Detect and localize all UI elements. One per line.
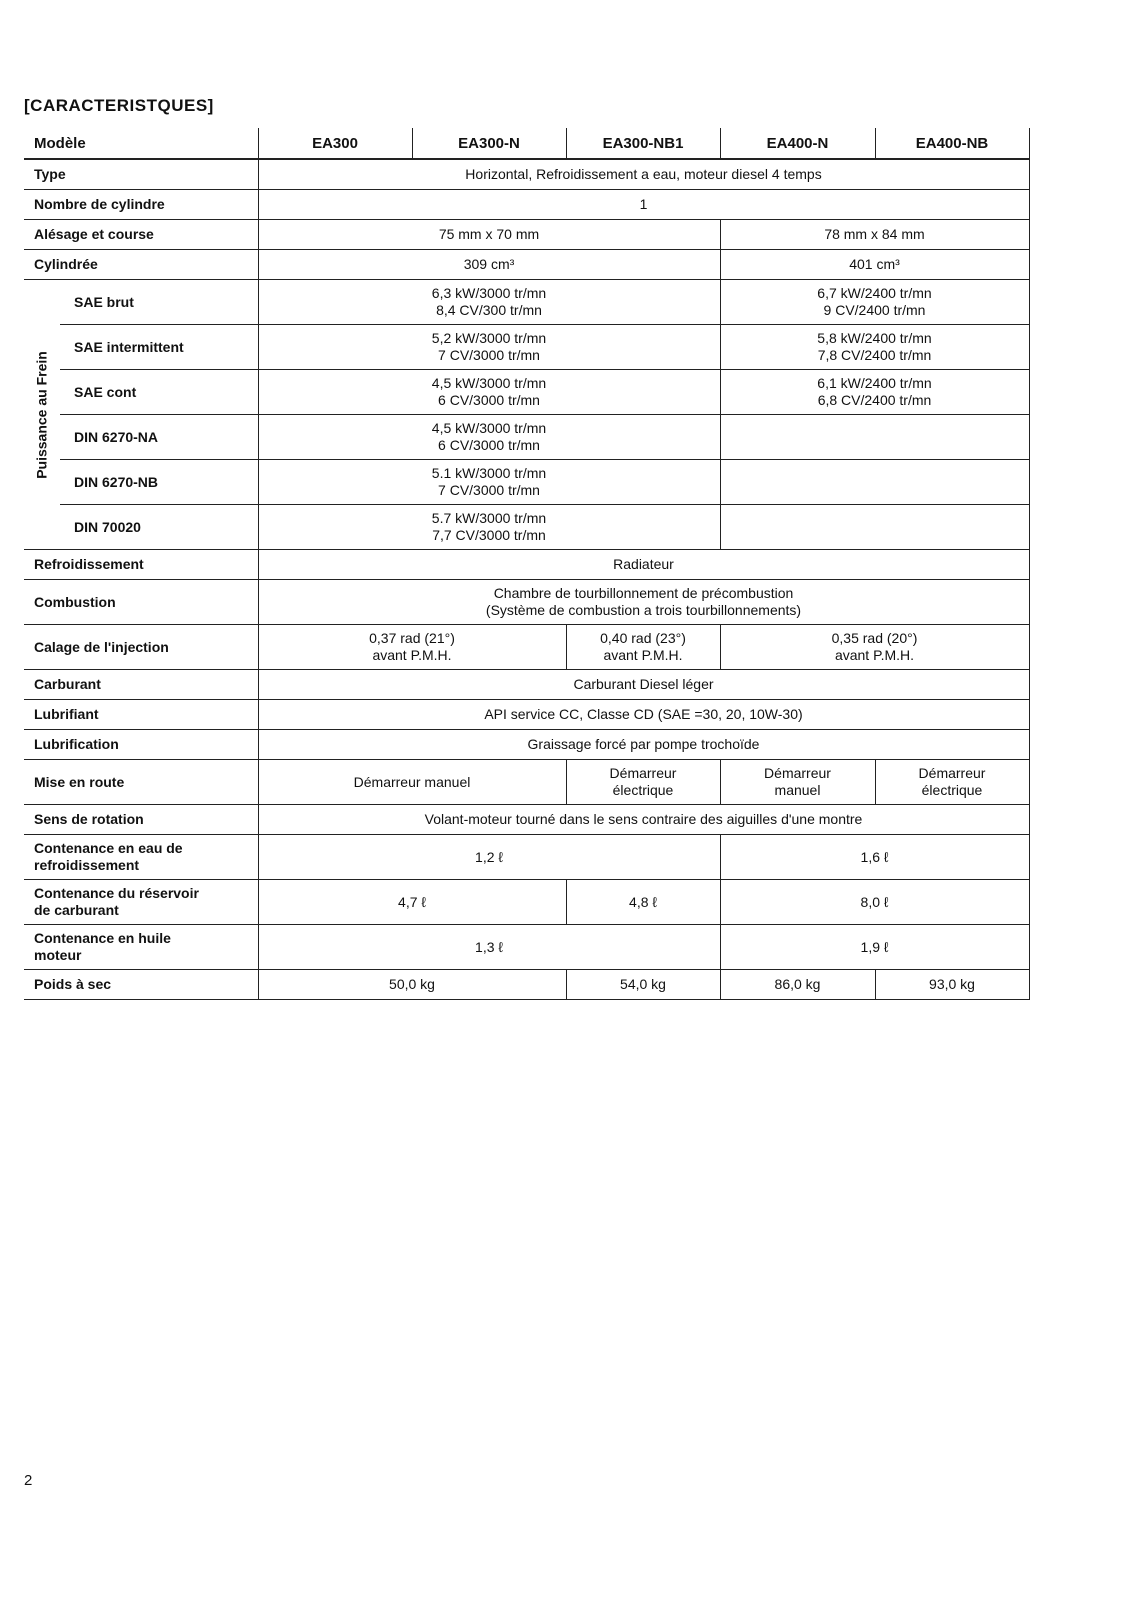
- din-70020-ea300-kw: 5.7 kW/3000 tr/mn: [431, 510, 547, 526]
- fuel-label: Carburant: [24, 670, 258, 700]
- model-ea300-n: EA300-N: [412, 128, 566, 159]
- tank-label-l2: de carburant: [34, 902, 119, 918]
- row-type: [24, 159, 1029, 190]
- timing-ea300-pmh: avant P.M.H.: [372, 647, 452, 663]
- sae-cont-ea300: [258, 370, 720, 415]
- tank-label: [24, 880, 258, 925]
- lubricant-value: API service CC, Classe CD (SAE =30, 20, 10W-30): [258, 700, 1029, 730]
- start-label: Mise en route: [24, 760, 258, 805]
- header-row: [24, 128, 1029, 159]
- coolant-label-l1: Contenance en eau de: [34, 840, 183, 856]
- cylinders-label: Nombre de cylindre: [24, 190, 258, 220]
- sae-cont-ea400-cv: 6,8 CV/2400 tr/mn: [817, 392, 932, 408]
- tank-label-l1: Contenance du réservoir: [34, 885, 199, 901]
- row-start: [24, 760, 1029, 805]
- bore-ea400: 78 mm x 84 mm: [720, 220, 1029, 250]
- coolant-ea300: 1,2 ℓ: [258, 835, 720, 880]
- sae-cont-label: SAE cont: [60, 370, 258, 415]
- row-din-nb: [24, 460, 1029, 505]
- bore-ea300: 75 mm x 70 mm: [258, 220, 720, 250]
- din-na-ea300-kw: 4,5 kW/3000 tr/mn: [431, 420, 547, 436]
- sae-brut-ea300: [258, 280, 720, 325]
- din-na-ea300-cv: 6 CV/3000 tr/mn: [438, 437, 540, 453]
- model-label: Modèle: [24, 128, 258, 159]
- row-combustion: [24, 580, 1029, 625]
- fuel-value: Carburant Diesel léger: [258, 670, 1029, 700]
- sae-brut-label: SAE brut: [60, 280, 258, 325]
- start-ea400-nb-l1: Démarreur: [918, 765, 986, 781]
- timing-ea300: [258, 625, 566, 670]
- sae-inter-ea300-cv: 7 CV/3000 tr/mn: [438, 347, 540, 363]
- row-timing: [24, 625, 1029, 670]
- oil-ea300: 1,3 ℓ: [258, 925, 720, 970]
- rotation-label: Sens de rotation: [24, 805, 258, 835]
- tank-ea300-nb1: 4,8 ℓ: [566, 880, 720, 925]
- row-tank: [24, 880, 1029, 925]
- start-ea400-nb: [875, 760, 1029, 805]
- sae-inter-ea300: [258, 325, 720, 370]
- din-nb-ea300-kw: 5.1 kW/3000 tr/mn: [431, 465, 547, 481]
- row-bore: [24, 220, 1029, 250]
- din-na-label: DIN 6270-NA: [60, 415, 258, 460]
- timing-ea300-nb1: [566, 625, 720, 670]
- oil-ea400: 1,9 ℓ: [720, 925, 1029, 970]
- start-ea400-nb-l2: électrique: [921, 782, 983, 798]
- sae-inter-label: SAE intermittent: [60, 325, 258, 370]
- row-fuel: [24, 670, 1029, 700]
- start-ea300-nb1-l1: Démarreur: [609, 765, 677, 781]
- cooling-label: Refroidissement: [24, 550, 258, 580]
- sae-brut-ea300-cv: 8,4 CV/300 tr/mn: [436, 302, 542, 318]
- start-ea400-n-l2: manuel: [774, 782, 821, 798]
- sae-cont-ea300-kw: 4,5 kW/3000 tr/mn: [431, 375, 547, 391]
- displacement-ea400: 401 cm³: [720, 250, 1029, 280]
- coolant-label: [24, 835, 258, 880]
- rotation-value: Volant-moteur tourné dans le sens contraire des aiguilles d'une montre: [258, 805, 1029, 835]
- page-heading: [CARACTERISTQUES]: [24, 96, 214, 115]
- row-weight: [24, 970, 1029, 1000]
- type-label: Type: [24, 159, 258, 190]
- row-oil: [24, 925, 1029, 970]
- cylinders-value: 1: [258, 190, 1029, 220]
- sae-cont-ea300-cv: 6 CV/3000 tr/mn: [438, 392, 540, 408]
- row-sae-cont: [24, 370, 1029, 415]
- weight-ea300-nb1: 54,0 kg: [566, 970, 720, 1000]
- timing-ea400: [720, 625, 1029, 670]
- type-value: Horizontal, Refroidissement a eau, moteur diesel 4 temps: [258, 159, 1029, 190]
- weight-label: Poids à sec: [24, 970, 258, 1000]
- weight-ea400-n: 86,0 kg: [720, 970, 875, 1000]
- row-coolant: [24, 835, 1029, 880]
- cooling-value: Radiateur: [258, 550, 1029, 580]
- bore-label: Alésage et course: [24, 220, 258, 250]
- displacement-ea300: 309 cm³: [258, 250, 720, 280]
- sae-brut-ea400: [720, 280, 1029, 325]
- din-70020-ea300-cv: 7,7 CV/3000 tr/mn: [432, 527, 546, 543]
- weight-ea300: 50,0 kg: [258, 970, 566, 1000]
- combustion-line-1: Chambre de tourbillonnement de précombustion: [493, 585, 794, 601]
- oil-label-l2: moteur: [34, 947, 82, 963]
- din-nb-ea300-cv: 7 CV/3000 tr/mn: [438, 482, 540, 498]
- model-ea300: EA300: [258, 128, 412, 159]
- combustion-value: [258, 580, 1029, 625]
- row-displacement: [24, 250, 1029, 280]
- sae-inter-ea400-kw: 5,8 kW/2400 tr/mn: [817, 330, 932, 346]
- row-sae-inter: [24, 325, 1029, 370]
- row-cylinders: [24, 190, 1029, 220]
- timing-label: Calage de l'injection: [24, 625, 258, 670]
- oil-label: [24, 925, 258, 970]
- din-nb-ea300: [258, 460, 720, 505]
- row-lubricant: [24, 700, 1029, 730]
- start-ea300: Démarreur manuel: [258, 760, 566, 805]
- model-ea300-nb1: EA300-NB1: [566, 128, 720, 159]
- din-70020-label: DIN 70020: [60, 505, 258, 550]
- din-70020-ea300: [258, 505, 720, 550]
- tank-ea300: 4,7 ℓ: [258, 880, 566, 925]
- spec-table: [24, 128, 1030, 1000]
- displacement-label: Cylindrée: [24, 250, 258, 280]
- start-ea400-n: [720, 760, 875, 805]
- oil-label-l1: Contenance en huile: [34, 930, 171, 946]
- timing-ea400-pmh: avant P.M.H.: [834, 647, 915, 663]
- sae-inter-ea300-kw: 5,2 kW/3000 tr/mn: [431, 330, 547, 346]
- timing-ea300-rad: 0,37 rad (21°): [369, 630, 455, 646]
- sae-inter-ea400-cv: 7,8 CV/2400 tr/mn: [817, 347, 932, 363]
- lubrication-value: Graissage forcé par pompe trochoïde: [258, 730, 1029, 760]
- combustion-line-2: (Système de combustion a trois tourbillonnements): [485, 602, 802, 618]
- din-na-ea400: [720, 415, 1029, 460]
- lubricant-label: Lubrifiant: [24, 700, 258, 730]
- timing-ea400-rad: 0,35 rad (20°): [831, 630, 918, 646]
- row-din-70020: [24, 505, 1029, 550]
- sae-brut-ea400-kw: 6,7 kW/2400 tr/mn: [817, 285, 932, 301]
- model-ea400-n: EA400-N: [720, 128, 875, 159]
- row-rotation: [24, 805, 1029, 835]
- tank-ea400: 8,0 ℓ: [720, 880, 1029, 925]
- start-ea300-nb1: [566, 760, 720, 805]
- row-sae-brut: [24, 280, 1029, 325]
- combustion-label: Combustion: [24, 580, 258, 625]
- model-ea400-nb: EA400-NB: [875, 128, 1029, 159]
- timing-ea300-nb1-rad: 0,40 rad (23°): [600, 630, 686, 646]
- row-cooling: [24, 550, 1029, 580]
- sae-brut-ea300-kw: 6,3 kW/3000 tr/mn: [431, 285, 547, 301]
- din-na-ea300: [258, 415, 720, 460]
- din-nb-label: DIN 6270-NB: [60, 460, 258, 505]
- power-group-label: [24, 280, 60, 550]
- start-ea300-nb1-l2: électrique: [612, 782, 674, 798]
- start-ea400-n-l1: Démarreur: [764, 765, 831, 781]
- sae-cont-ea400-kw: 6,1 kW/2400 tr/mn: [817, 375, 932, 391]
- sae-inter-ea400: [720, 325, 1029, 370]
- weight-ea400-nb: 93,0 kg: [875, 970, 1029, 1000]
- sae-cont-ea400: [720, 370, 1029, 415]
- row-din-na: [24, 415, 1029, 460]
- din-nb-ea400: [720, 460, 1029, 505]
- row-lubrication: [24, 730, 1029, 760]
- coolant-ea400: 1,6 ℓ: [720, 835, 1029, 880]
- sae-brut-ea400-cv: 9 CV/2400 tr/mn: [823, 302, 926, 318]
- page-number: 2: [24, 1472, 33, 1489]
- din-70020-ea400: [720, 505, 1029, 550]
- lubrication-label: Lubrification: [24, 730, 258, 760]
- timing-ea300-nb1-pmh: avant P.M.H.: [603, 647, 683, 663]
- power-group-text: Puissance au Frein: [33, 350, 50, 479]
- coolant-label-l2: refroidissement: [34, 857, 140, 873]
